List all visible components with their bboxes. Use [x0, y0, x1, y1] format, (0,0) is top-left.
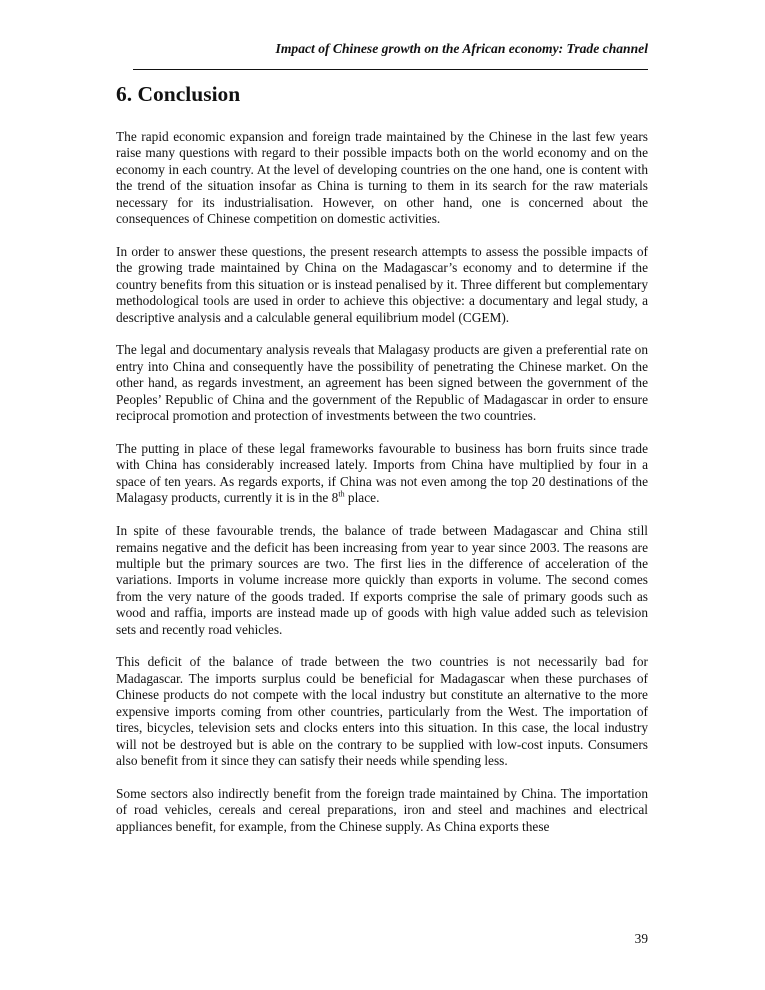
paragraph-1: The rapid economic expansion and foreign trade maintained by the Chinese in the last few years raise many questions with regard to their possible impacts both on the world economy and on the economy in each country. At the level of developing countries on the one hand, one is content with the trend of the situation insofar as China is turning to them in its search for the raw materials necessary for its industrialisation. However, on other hand, one is concerned about the consequences of Chinese competition on domestic activities.	[116, 129, 648, 227]
body-text	[116, 129, 648, 835]
ordinal-suffix: th	[338, 489, 345, 499]
paragraph-6: This deficit of the balance of trade between the two countries is not necessarily bad for Madagascar. The imports surplus could be beneficial for Madagascar when these purchases of Chinese products do not compete with the local industry but constitute an alternative to the more expensive imports coming from other countries, particularly from the West. The importation of tires, bicycles, television sets and clocks enters into this situation. In this case, the local industry will not be destroyed but is able on the contrary to be supplied with low-cost inputs. Consumers also benefit from it since they can satisfy their needs while spending less.	[116, 654, 648, 768]
paragraph-2: In order to answer these questions, the present research attempts to assess the possible impacts of the growing trade maintained by China on the Madagascar’s economy and to determine if the country benefits from this situation or is instead penalised by it. Three different but complementary methodological tools are used in order to achieve this objective: a documentary and legal study, a descriptive analysis and a calculable general equilibrium model (CGEM).	[116, 243, 648, 325]
paragraph-4	[116, 441, 648, 507]
paragraph-3: The legal and documentary analysis reveals that Malagasy products are given a preferential rate on entry into China and consequently have the possibility of penetrating the Chinese market. On the other hand, as regards investment, an agreement has been signed between the government of the Peoples’ Republic of China and the government of the Republic of Madagascar in order to ensure reciprocal promotion and protection of investments between the two countries.	[116, 342, 648, 424]
paragraph-5: In spite of these favourable trends, the balance of trade between Madagascar and China still remains negative and the deficit has been increasing from year to year since 2003. The reasons are multiple but the primary sources are two. The first lies in the difference of acceleration of the variations. Imports in volume increase more quickly than exports in volume. The second comes from the very nature of the goods traded. If exports comprise the sale of primary goods such as wood and raffia, imports are instead made up of goods with high value added such as television sets and recently road vehicles.	[116, 523, 648, 637]
paragraph-4-text: The putting in place of these legal frameworks favourable to business has born fruits since trade with China has considerably increased lately. Imports from China have multiplied by four in a space of ten years. As regards exports, if China was not even among the top 20 destinations of the Malagasy products, currently it is in the 8	[116, 441, 648, 506]
header-rule	[133, 69, 648, 70]
paragraph-7: Some sectors also indirectly benefit from the foreign trade maintained by China. The importation of road vehicles, cereals and cereal preparations, iron and steel and machines and electrical appliances benefit, for example, from the Chinese supply. As China exports these	[116, 785, 648, 834]
paragraph-4-tail: place.	[344, 490, 380, 506]
section-title: 6. Conclusion	[116, 82, 241, 106]
running-header: Impact of Chinese growth on the African economy: Trade channel	[275, 41, 648, 56]
page-number: 39	[634, 931, 648, 946]
